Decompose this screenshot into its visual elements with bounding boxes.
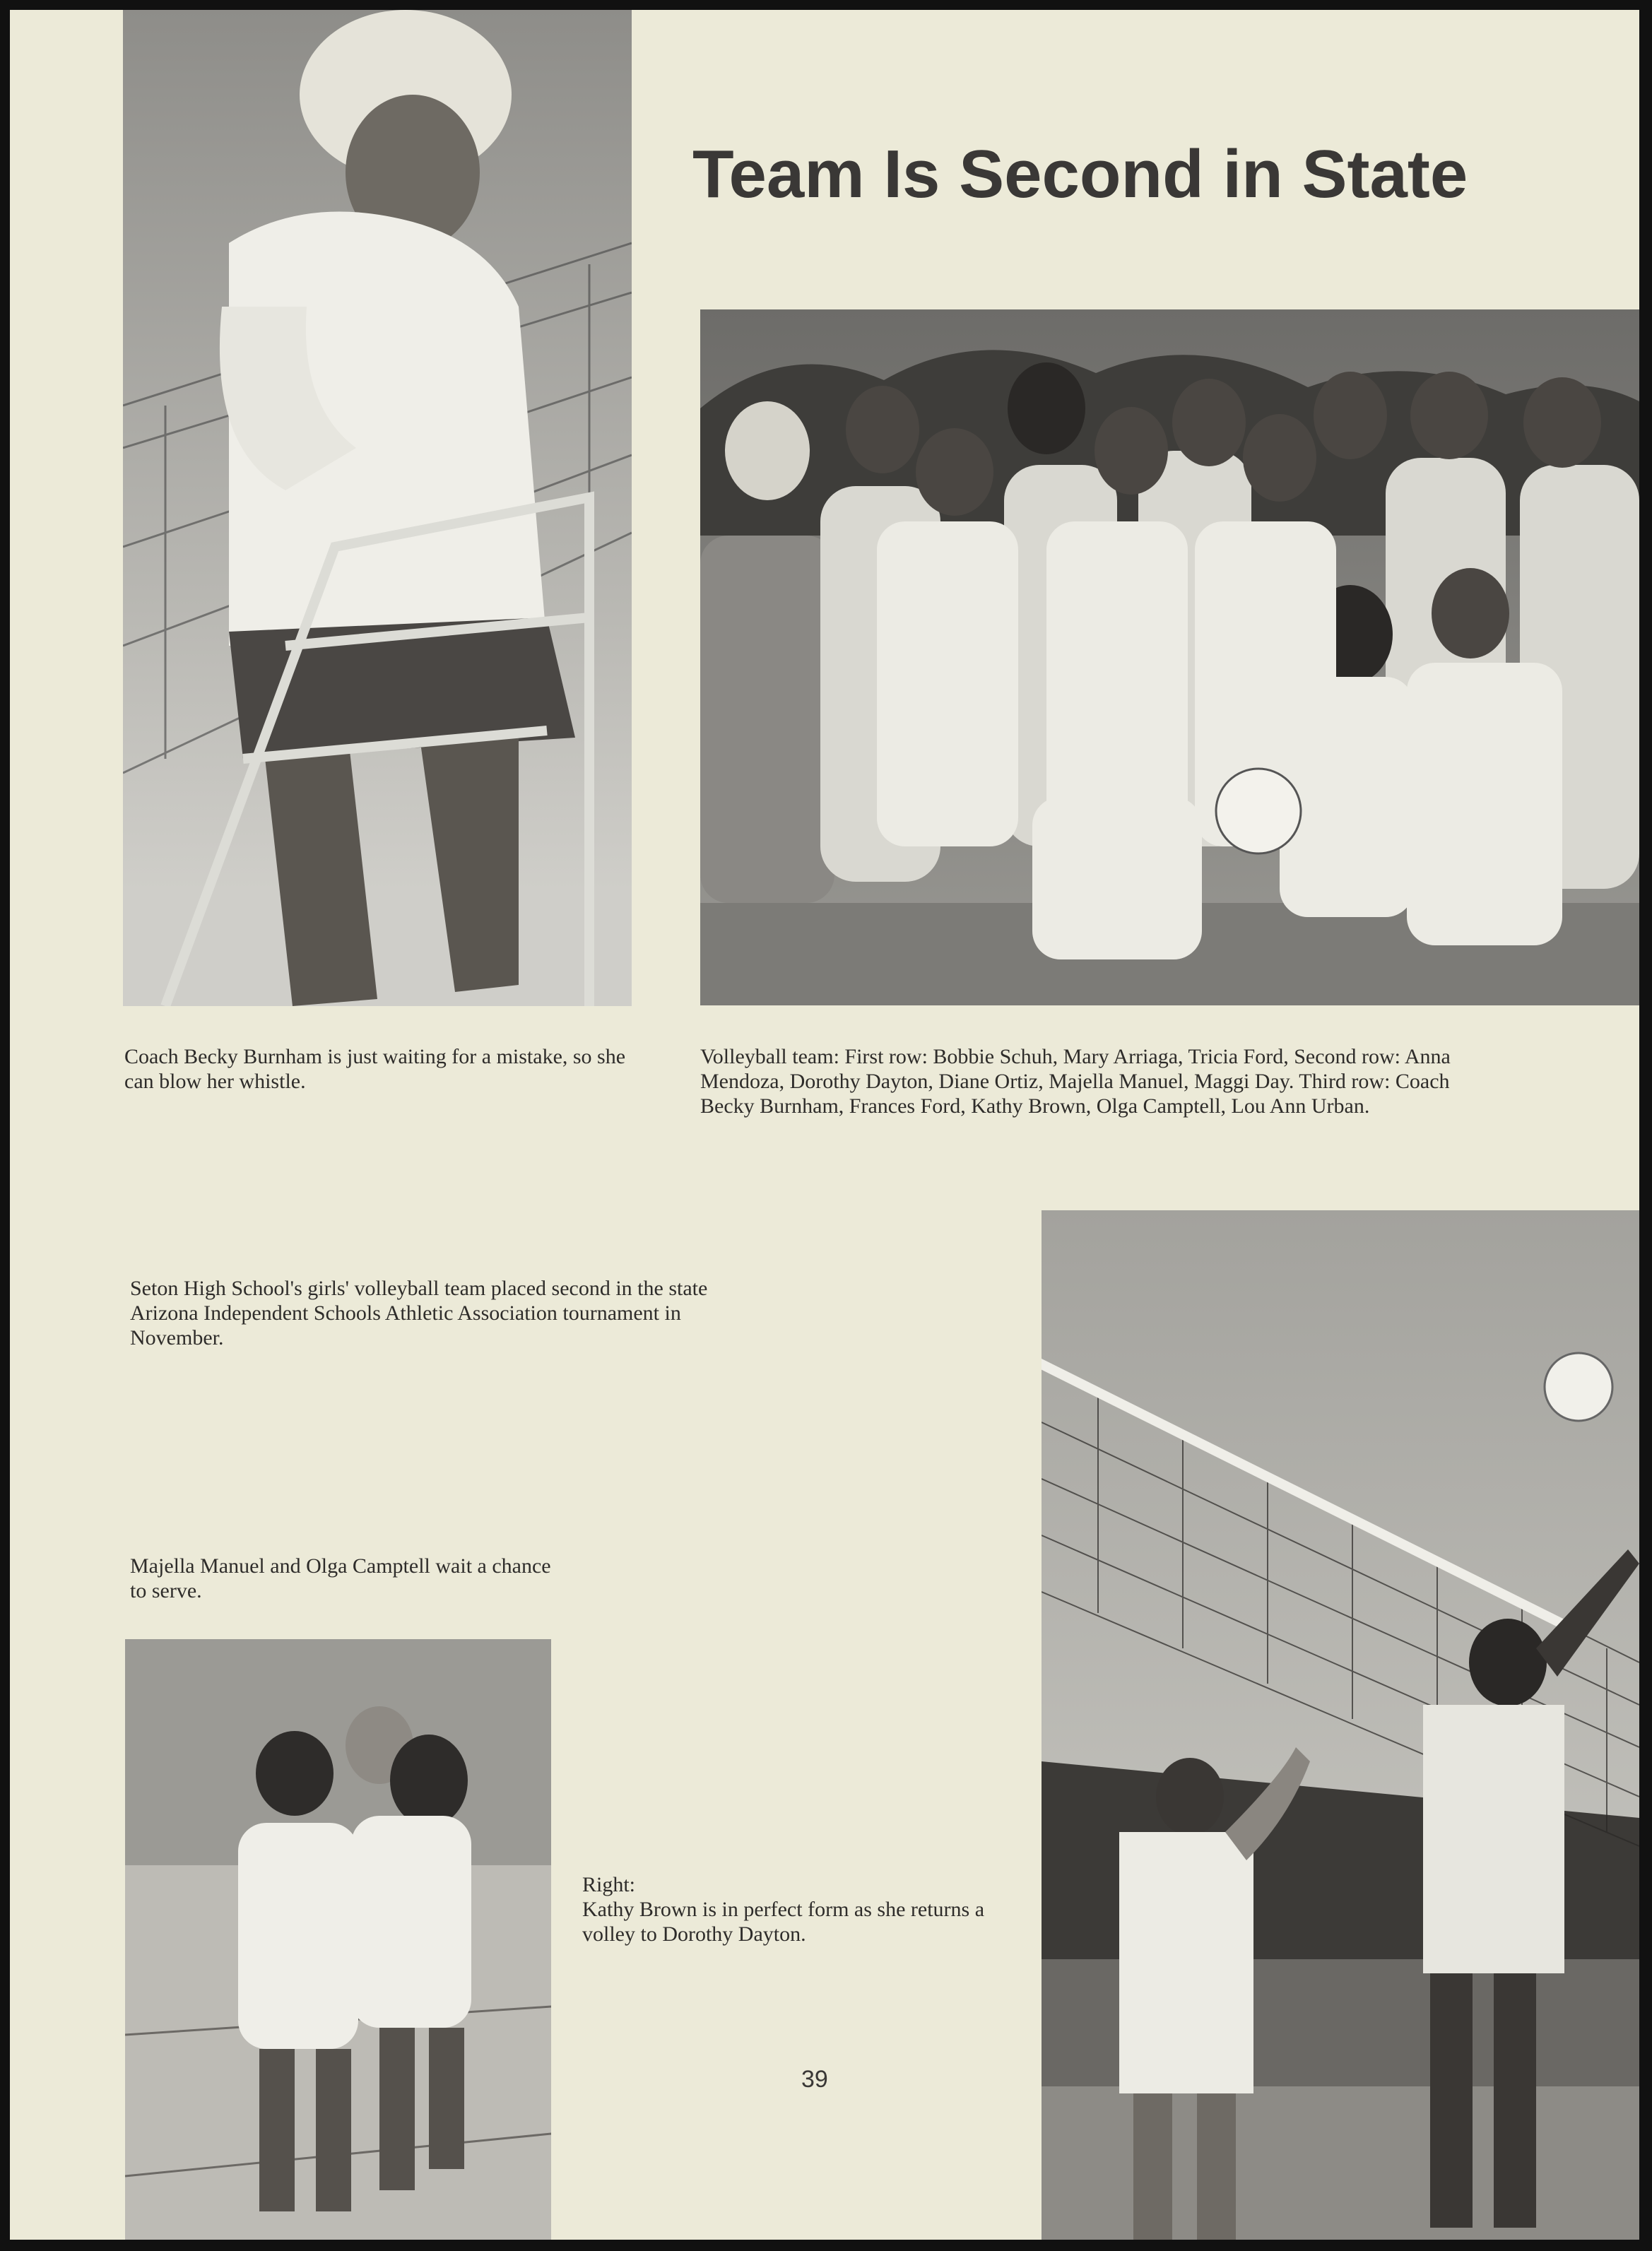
volley-caption-heading: Right: <box>582 1873 636 1896</box>
volley-caption-text: Kathy Brown is in perfect form as she returns a volley to Dorothy Dayton. <box>582 1898 985 1946</box>
team-photo <box>700 309 1639 1005</box>
volley-caption <box>582 1872 1013 1946</box>
yearbook-page <box>10 10 1639 2240</box>
story-text: Seton High School's girls' volleyball team placed second in the state Arizona Independent Schools Athletic Association tournament in November. <box>130 1277 708 1349</box>
team-caption: Volleyball team: First row: Bobbie Schuh, Mary Arriaga, Tricia Ford, Second row: Anna Mendoza, Dorothy Dayton, Diane Ortiz, Majella Manuel, Maggi Day. Third row: Coach Becky Burnham, Frances Ford, Kathy Brown, Olga Camptell, Lou Ann Urban. <box>700 1045 1451 1118</box>
serve-photo <box>125 1639 551 2240</box>
page-number: 39 <box>801 2066 828 2093</box>
volley-photo <box>1042 1210 1639 2240</box>
serve-caption: Majella Manuel and Olga Camptell wait a chance to serve. <box>130 1554 551 1602</box>
coach-photo <box>123 10 632 1006</box>
coach-caption: Coach Becky Burnham is just waiting for a mistake, so she can blow her whistle. <box>124 1045 626 1093</box>
page-title: Team Is Second in State <box>692 136 1468 212</box>
